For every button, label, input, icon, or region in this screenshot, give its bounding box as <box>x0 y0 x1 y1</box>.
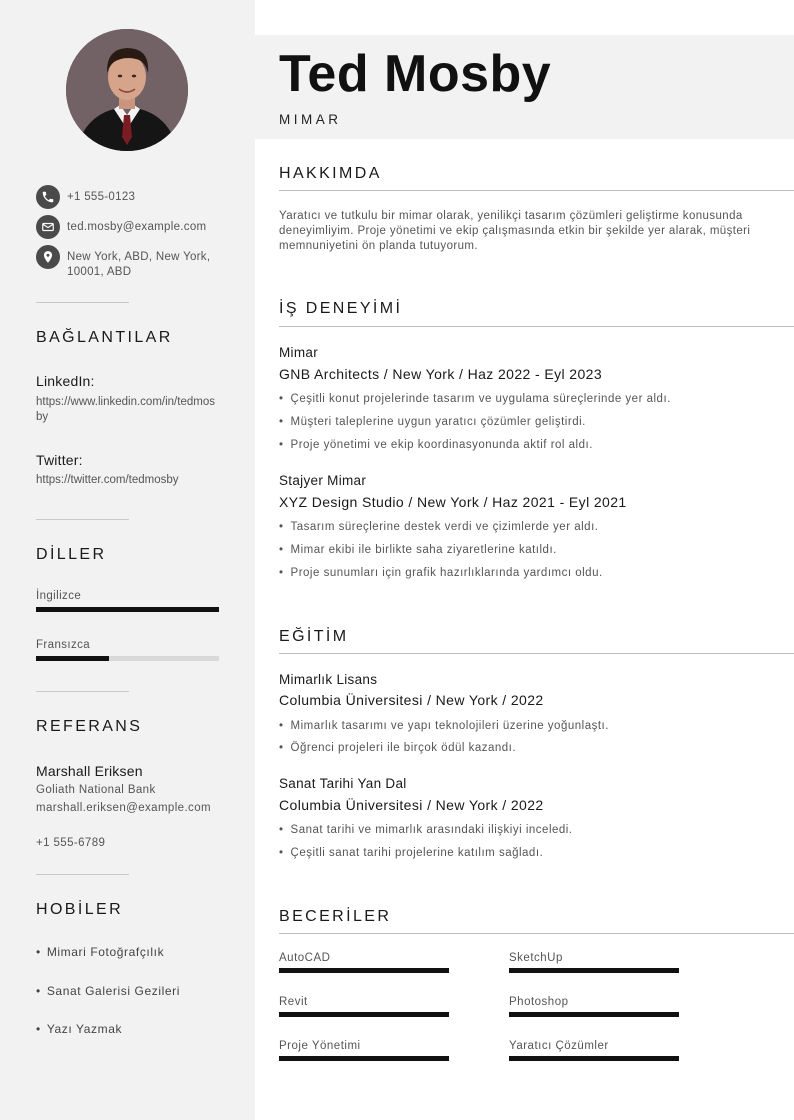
linkedin-link[interactable]: https://www.linkedin.com/in/tedmosby <box>36 396 215 423</box>
job-bullet: • Tasarım süreçlerine destek verdi ve çizimlerde yer aldı. <box>279 521 598 533</box>
hobbies-heading: HOBİLER <box>36 901 124 918</box>
sidebar-divider <box>36 874 129 875</box>
reference-name: Marshall Eriksen <box>36 763 143 779</box>
language-level-bar <box>36 656 219 661</box>
skill-name: Revit <box>279 996 308 1008</box>
job-bullet: • Müşteri taleplerine uygun yaratıcı çözümler geliştirdi. <box>279 416 586 428</box>
skill-name: Photoshop <box>509 996 569 1008</box>
reference-company: Goliath National Bank <box>36 784 156 796</box>
contact-email <box>36 215 226 239</box>
skill-item <box>279 1040 449 1061</box>
phone-icon <box>36 185 60 209</box>
skill-item <box>509 952 679 973</box>
about-heading: HAKKIMDA <box>279 165 382 182</box>
avatar <box>66 29 188 151</box>
reference-email: marshall.eriksen@example.com <box>36 802 211 814</box>
skill-name: SketchUp <box>509 952 563 964</box>
languages-heading: DİLLER <box>36 546 107 563</box>
job-title: Stajyer Mimar <box>279 473 367 488</box>
map-pin-icon <box>36 245 60 269</box>
skill-level-bar <box>279 1012 449 1017</box>
language-level-fill <box>36 607 219 612</box>
reference-heading: REFERANS <box>36 718 143 735</box>
section-divider <box>279 190 794 191</box>
about-text: Yaratıcı ve tutkulu bir mimar olarak, yenilikçi tasarım çözümleri geliştirme konusunda deneyimliyim. Proje yönetimi ve ekip çalışmasında etkin bir şekilde yer alarak, müşteri memnuniyetini ön planda tutuyorum. <box>279 210 751 252</box>
hobby-item: • Yazı Yazmak <box>36 1022 122 1036</box>
sidebar-divider <box>36 302 129 303</box>
job-bullet: • Proje yönetimi ve ekip koordinasyonunda aktif rol aldı. <box>279 439 593 451</box>
skill-item <box>509 996 679 1017</box>
links-heading: BAĞLANTILAR <box>36 329 173 346</box>
contact-phone <box>36 185 226 209</box>
education-title: Mimarlık Lisans <box>279 672 378 687</box>
education-bullet: • Sanat tarihi ve mimarlık arasındaki ilişkiyi inceledi. <box>279 824 573 836</box>
section-divider <box>279 653 794 654</box>
hobby-item: • Sanat Galerisi Gezileri <box>36 984 180 998</box>
language-french <box>36 639 219 661</box>
section-divider <box>279 933 794 934</box>
job-bullet: • Çeşitli konut projelerinde tasarım ve uygulama süreçlerinde yer aldı. <box>279 393 671 405</box>
education-subtitle: Columbia Üniversitesi / New York / 2022 <box>279 797 544 813</box>
page-title: Ted Mosby <box>279 45 552 103</box>
language-name: İngilizce <box>36 590 82 602</box>
skill-level-bar <box>509 968 679 973</box>
address-text: New York, ABD, New York, 10001, ABD <box>67 251 211 278</box>
job-subtitle: GNB Architects / New York / Haz 2022 - Eyl 2023 <box>279 366 603 382</box>
skill-level-bar <box>279 1056 449 1061</box>
education-bullet: • Öğrenci projeleri ile birçok ödül kazandı. <box>279 742 516 754</box>
reference-phone: +1 555-6789 <box>36 837 106 849</box>
skill-level-bar <box>509 1056 679 1061</box>
skills-heading: BECERİLER <box>279 908 392 925</box>
experience-heading: İŞ DENEYİMİ <box>279 300 403 317</box>
job-role: MIMAR <box>279 112 342 127</box>
profile-photo <box>66 29 188 151</box>
education-bullet: • Mimarlık tasarımı ve yapı teknolojileri üzerine yoğunlaştı. <box>279 720 609 732</box>
language-level-bar <box>36 607 219 612</box>
envelope-icon <box>36 215 60 239</box>
education-title: Sanat Tarihi Yan Dal <box>279 776 407 791</box>
skill-item <box>279 952 449 973</box>
job-title: Mimar <box>279 345 318 360</box>
twitter-label: Twitter: <box>36 452 83 468</box>
education-bullet: • Çeşitli sanat tarihi projelerine katılım sağladı. <box>279 847 543 859</box>
skill-item <box>509 1040 679 1061</box>
skill-level-bar <box>509 1012 679 1017</box>
education-subtitle: Columbia Üniversitesi / New York / 2022 <box>279 692 544 708</box>
language-name: Fransızca <box>36 639 91 651</box>
education-heading: EĞİTİM <box>279 628 349 645</box>
language-english <box>36 590 219 612</box>
skill-name: Proje Yönetimi <box>279 1040 361 1052</box>
job-bullet: • Mimar ekibi ile birlikte saha ziyaretlerine katıldı. <box>279 544 557 556</box>
language-level-fill <box>36 656 109 661</box>
twitter-link[interactable]: https://twitter.com/tedmosby <box>36 474 179 486</box>
job-subtitle: XYZ Design Studio / New York / Haz 2021 - Eyl 2021 <box>279 494 627 510</box>
hobby-item: • Mimari Fotoğrafçılık <box>36 945 164 959</box>
skill-name: Yaratıcı Çözümler <box>509 1040 609 1052</box>
skill-level-bar <box>279 968 449 973</box>
contact-address <box>36 245 226 280</box>
skill-name: AutoCAD <box>279 952 331 964</box>
skill-item <box>279 996 449 1017</box>
job-bullet: • Proje sunumları için grafik hazırlıklarında yardımcı oldu. <box>279 567 603 579</box>
section-divider <box>279 326 794 327</box>
linkedin-label: LinkedIn: <box>36 373 95 389</box>
sidebar-divider <box>36 519 129 520</box>
sidebar-divider <box>36 691 129 692</box>
phone-text: +1 555-0123 <box>67 191 136 203</box>
email-text: ted.mosby@example.com <box>67 221 207 233</box>
